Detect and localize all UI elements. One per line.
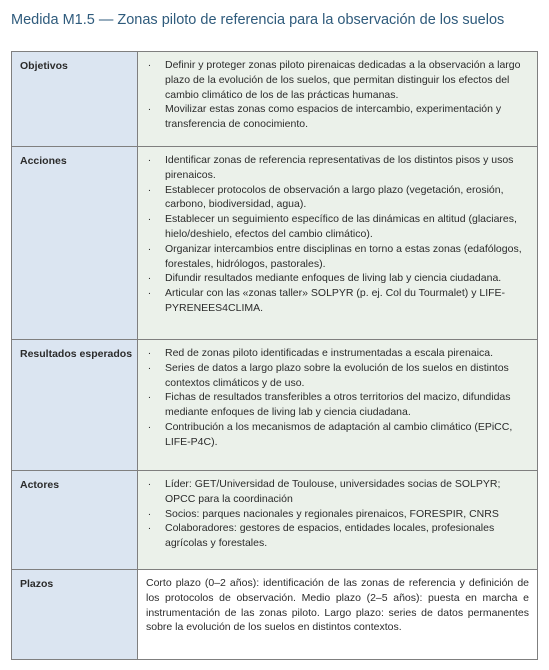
row-content: [138, 471, 538, 570]
list-item: . Difundir resultados mediante enfoques de living lab y ciencia ciudadana.: [146, 271, 529, 286]
row-content: [138, 147, 538, 340]
list-item: . Líder: GET/Universidad de Toulouse, universidades socias de SOLPYR; OPCC para la coordinación: [146, 477, 529, 507]
measure-table: [11, 51, 538, 660]
table-row-plazos: [12, 570, 538, 660]
table-row-objetivos: [12, 52, 538, 147]
list-item: . Articular con las «zonas taller» SOLPYR (p. ej. Col du Tourmalet) y LIFE-PYRENEES4CLIMA.: [146, 286, 529, 316]
table-row-actores: [12, 471, 538, 570]
list-item: . Movilizar estas zonas como espacios de intercambio, experimentación y transferencia de conocimiento.: [146, 102, 529, 132]
list-item: . Contribución a los mecanismos de adaptación al cambio climático (EPiCC, LIFE-P4C).: [146, 420, 529, 450]
row-label: Actores: [12, 471, 138, 570]
list-item: . Fichas de resultados transferibles a otros territorios del macizo, difundidas mediante enfoques de living lab y ciencia ciudadana.: [146, 390, 529, 420]
list-item: . Organizar intercambios entre disciplinas en torno a estas zonas (edafólogos, forestales, hidrólogos, pastorales).: [146, 242, 529, 272]
list-item: . Colaboradores: gestores de espacios, entidades locales, profesionales agrícolas y forestales.: [146, 521, 529, 551]
table-row-acciones: [12, 147, 538, 340]
row-label: Acciones: [12, 147, 138, 340]
row-content: [138, 52, 538, 147]
list-item: . Red de zonas piloto identificadas e instrumentadas a escala pirenaica.: [146, 346, 529, 361]
list-item: . Identificar zonas de referencia representativas de los distintos pisos y usos pirenaicos.: [146, 153, 529, 183]
row-content: Corto plazo (0–2 años): identificación de las zonas de referencia y definición de los protocolos de observación. Medio plazo (2–5 años): puesta en marcha e instrumentación de las zonas piloto. Largo plazo: series de datos permanentes sobre la evolución de los suelos en distintos contextos.: [138, 570, 538, 660]
list-item: . Establecer un seguimiento específico de las dinámicas en altitud (glaciares, hielo/deshielo, efectos del cambio climático).: [146, 212, 529, 242]
list-item: . Definir y proteger zonas piloto pirenaicas dedicadas a la observación a largo plazo de la evolución de los suelos, que permitan distinguir los efectos del cambio climático de los de las prácticas humanas.: [146, 58, 529, 102]
row-label: Resultados esperados: [12, 340, 138, 471]
table-row-resultados: [12, 340, 538, 471]
page-title: Medida M1.5 — Zonas piloto de referencia para la observación de los suelos: [11, 12, 505, 28]
row-content: [138, 340, 538, 471]
row-label: Plazos: [12, 570, 138, 660]
list-item: . Establecer protocolos de observación a largo plazo (vegetación, erosión, carbono, biodiversidad, agua).: [146, 183, 529, 213]
list-item: . Socios: parques nacionales y regionales pirenaicos, FORESPIR, CNRS: [146, 507, 529, 522]
row-label: Objetivos: [12, 52, 138, 147]
list-item: . Series de datos a largo plazo sobre la evolución de los suelos en distintos contextos climáticos y de uso.: [146, 361, 529, 391]
